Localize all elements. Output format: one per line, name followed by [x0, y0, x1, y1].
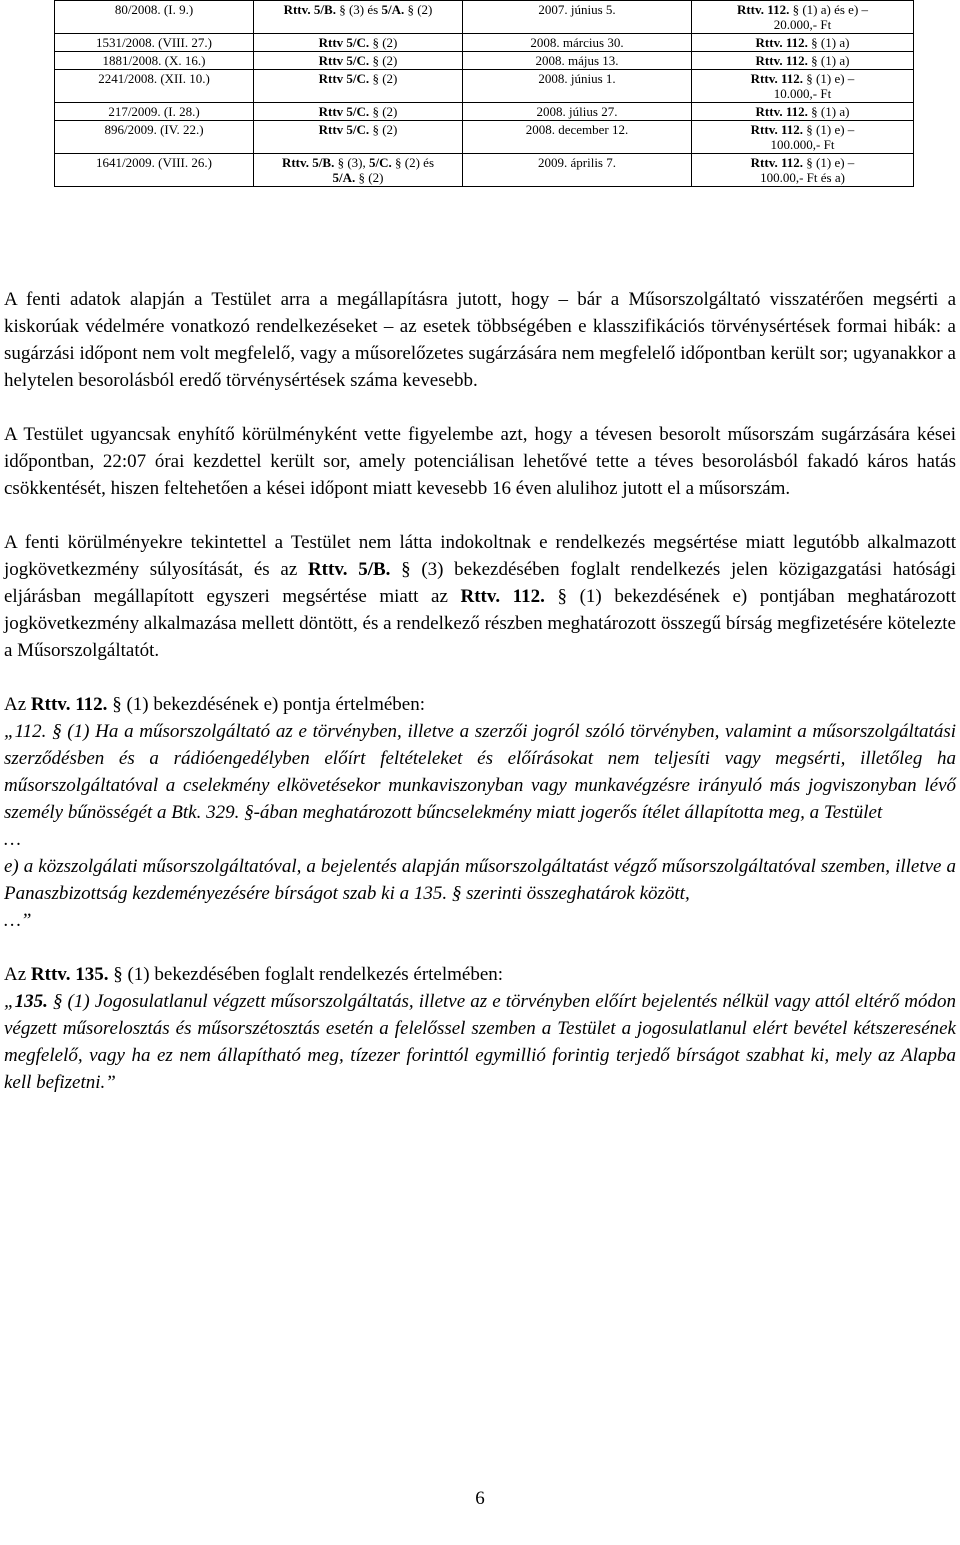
quote-135: „135. § (1) Jogosulatlanul végzett műsorszolgáltatás, illetve az e törvényben előírt bejelentés nélkül vagy attól eltérő módon végzett műsorelosztás és műsorszétosztás esetén a felelőssel szemben a Testület a jogosulatlanul elért bevétel kétszeresének megfelelő, vagy ha ez nem állapítható meg, tízezer forinttól egymillió forintig terjedő bírságot szabhat ki, mely az Alapba kell befizetni.” [4, 991, 956, 1093]
paragraph-2: A Testület ugyancsak enyhítő körülményként vette figyelembe azt, hogy a tévesen besorolt műsorszám sugárzására kései időpontban, 22:07 órai kezdettel került sor, amely potenciálisan lehetővé tette a téves besorolásból fakadó káros hatás csökkentését, hiszen feltehetően a kései időpont miatt kevesebb 16 éven alulihoz jutott el a műsorszám. [4, 424, 956, 499]
paragraph-1: A fenti adatok alapján a Testület arra a megállapításra jutott, hogy – bár a Műsorszolgáltató visszatérően megsérti a kiskorúak védelmére vonatkozó rendelkezéseket – az esetek többségében e klasszifikációs törvénysértések formai hibák: a sugárzási időpont nem volt megfelelő, vagy a műsorelőzetes sugárzására nem megfelelő időpontban került sor; ugyanakkor a helytelen besorolásból eredő törvénysértések száma kevesebb. [4, 289, 956, 391]
table-cell-c1: 896/2009. (IV. 22.) [55, 121, 254, 154]
quote-ellipsis-2: …” [4, 910, 32, 931]
table-cell-c4: Rttv. 112. § (1) e) – 10.000,- Ft [692, 70, 914, 103]
body-text [4, 286, 956, 1096]
quote-112-e: e) a közszolgálati műsorszolgáltatóval, a bejelentés alapján műsorszolgáltatást végző műsorszolgáltatóval szemben, illetve a Panaszbizottság kezdeményezésére bírságot szab ki a 135. § szerinti összeghatárok között, [4, 856, 956, 904]
table-cell-c1: 80/2008. (I. 9.) [55, 1, 254, 34]
table-cell-c4: Rttv. 112. § (1) a) [692, 52, 914, 70]
quote-112-intro: „112. § (1) Ha a műsorszolgáltató az e törvényben, illetve a szerzői jogról szóló törvényben, valamint a műsorszolgáltatási szerződésben és a rádióengedélyben előírt feltételeket és előírásokat nem teljesíti vagy megsérti, illetőleg ha műsorszolgáltatóval a cselekmény elkövetésekor munkaviszonyban vagy munkavégzésre irányuló más jogviszonyban lévő személy bűnösségét a Btk. 329. §-ában meghatározott bűncselekmény miatt jogerős ítélet állapította meg, a Testület [4, 721, 956, 823]
page-number: 6 [475, 1488, 485, 1509]
table-cell-c3: 2008. július 27. [463, 103, 692, 121]
table-cell-c2: Rttv 5/C. § (2) [254, 121, 463, 154]
table-cell-c3: 2007. június 5. [463, 1, 692, 34]
table-cell-c1: 217/2009. (I. 28.) [55, 103, 254, 121]
table-cell-c3: 2008. május 13. [463, 52, 692, 70]
table-cell-c2: Rttv 5/C. § (2) [254, 70, 463, 103]
table-cell-c1: 1881/2008. (X. 16.) [55, 52, 254, 70]
table-cell-c2: Rttv 5/C. § (2) [254, 52, 463, 70]
table-cell-c2: Rttv 5/C. § (2) [254, 34, 463, 52]
table-cell-c4: Rttv. 112. § (1) e) – 100.000,- Ft [692, 121, 914, 154]
table-row [55, 52, 914, 70]
table-row [55, 121, 914, 154]
table-cell-c1: 2241/2008. (XII. 10.) [55, 70, 254, 103]
previous-decisions-table [54, 0, 914, 187]
table-cell-c3: 2008. december 12. [463, 121, 692, 154]
quote-ellipsis-1: … [4, 829, 21, 850]
table-cell-c3: 2008. március 30. [463, 34, 692, 52]
table-cell-c2: Rttv. 5/B. § (3) és 5/A. § (2) [254, 1, 463, 34]
table-cell-c1: 1641/2009. (VIII. 26.) [55, 154, 254, 187]
paragraph-5-heading: Az Rttv. 135. § (1) bekezdésében foglalt rendelkezés értelmében: [4, 964, 504, 985]
table-row [55, 103, 914, 121]
table-cell-c2: Rttv. 5/B. § (3), 5/C. § (2) és 5/A. § (2) [254, 154, 463, 187]
table-cell-c4: Rttv. 112. § (1) a) [692, 103, 914, 121]
table-row [55, 154, 914, 187]
paragraph-3: A fenti körülményekre tekintettel a Testület nem látta indokoltnak e rendelkezés megsértése miatt legutóbb alkalmazott jogkövetkezmény súlyosítását, és az Rttv. 5/B. § (3) bekezdésében foglalt rendelkezés jelen közigazgatási hatósági eljárásban megállapított egyszeri megsértése miatt az Rttv. 112. § (1) bekezdésének e) pontjában meghatározott jogkövetkezmény alkalmazása mellett döntött, és a rendelkező részben meghatározott összegű bírság megfizetésére kötelezte a Műsorszolgáltatót. [4, 532, 957, 661]
table-row [55, 1, 914, 34]
table-cell-c4: Rttv. 112. § (1) e) – 100.00,- Ft és a) [692, 154, 914, 187]
table-cell-c4: Rttv. 112. § (1) a) és e) – 20.000,- Ft [692, 1, 914, 34]
table-row [55, 34, 914, 52]
table-row [55, 70, 914, 103]
table-cell-c4: Rttv. 112. § (1) a) [692, 34, 914, 52]
table-cell-c3: 2008. június 1. [463, 70, 692, 103]
table-cell-c1: 1531/2008. (VIII. 27.) [55, 34, 254, 52]
table-cell-c3: 2009. április 7. [463, 154, 692, 187]
table-cell-c2: Rttv 5/C. § (2) [254, 103, 463, 121]
paragraph-4-heading: Az Rttv. 112. § (1) bekezdésének e) pontja értelmében: [4, 694, 426, 715]
